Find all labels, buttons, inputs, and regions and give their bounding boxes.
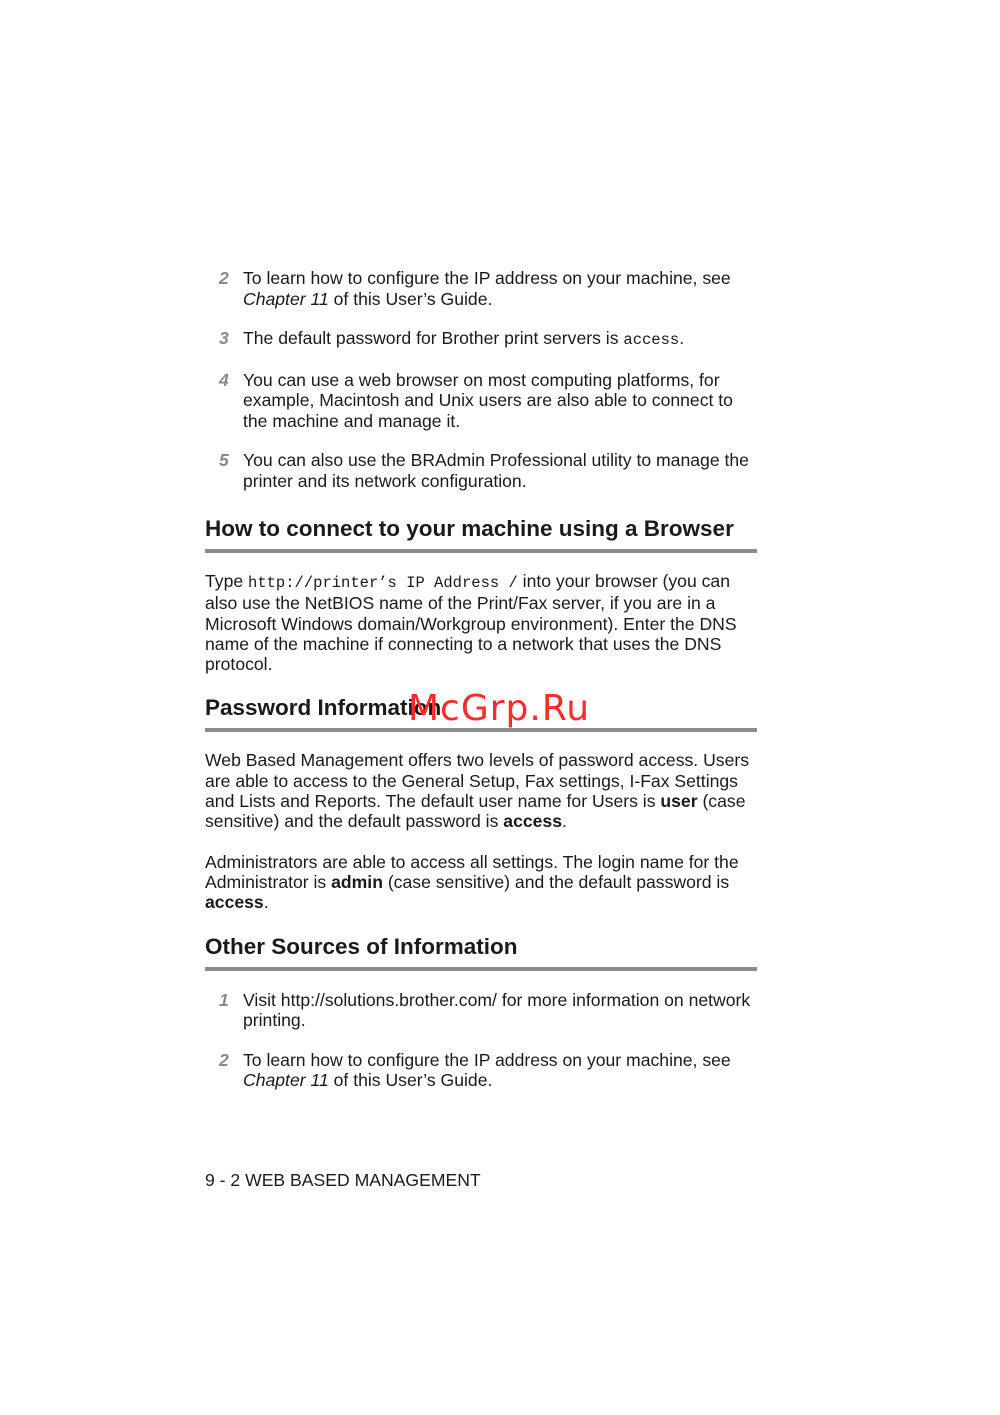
item-number: 2 xyxy=(219,1049,229,1070)
list-item: 3 The default password for Brother print servers is access. xyxy=(219,328,685,349)
code-text: access xyxy=(623,331,680,349)
item-number: 5 xyxy=(219,450,229,470)
list-item: 2 To learn how to configure the IP address on your machine, see Chapter 11 of this User’s Guide. xyxy=(219,268,731,309)
item-number: 2 xyxy=(219,268,229,288)
section-heading-password: Password Information xyxy=(205,692,757,732)
page-footer: 9 - 2 WEB BASED MANAGEMENT xyxy=(205,1170,481,1190)
password-paragraph-users: Web Based Management offers two levels of password access. Users are able to access to the General Setup, Fax settings, I-Fax Settings and Lists and Reports. The default user name for Users is user (case sensitive) and the default password is access. xyxy=(205,750,750,832)
list-item: 1 Visit http://solutions.brother.com/ for more information on network printing. xyxy=(219,989,751,1031)
code-text: http://printer’s IP Address / xyxy=(248,574,518,592)
browser-paragraph: Type http://printer’s IP Address / into your browser (you can also use the NetBIOS name of the Print/Fax server, if you are in a Microsoft Windows domain/Workgroup environment). Enter the DNS name of the machine if connecting to a network that uses the DNS protocol. xyxy=(205,571,737,675)
section-heading-browser: How to connect to your machine using a Browser xyxy=(205,513,757,553)
list-item: 2 To learn how to configure the IP address on your machine, see Chapter 11 of this User’s Guide. xyxy=(219,1049,731,1091)
item-number: 1 xyxy=(219,989,229,1010)
item-number: 4 xyxy=(219,369,229,390)
list-item: 5 You can also use the BRAdmin Professional utility to manage the printer and its network configuration. xyxy=(219,450,749,491)
watermark-text: McGrp.Ru xyxy=(408,688,591,729)
password-paragraph-admin: Administrators are able to access all settings. The login name for the Administrator is admin (case sensitive) and the default password is access. xyxy=(205,851,739,913)
list-item: 4 You can use a web browser on most computing platforms, for example, Macintosh and Unix users are also able to connect to the machine and manage it. xyxy=(219,369,733,431)
section-heading-other: Other Sources of Information xyxy=(205,931,757,971)
item-number: 3 xyxy=(219,328,229,348)
